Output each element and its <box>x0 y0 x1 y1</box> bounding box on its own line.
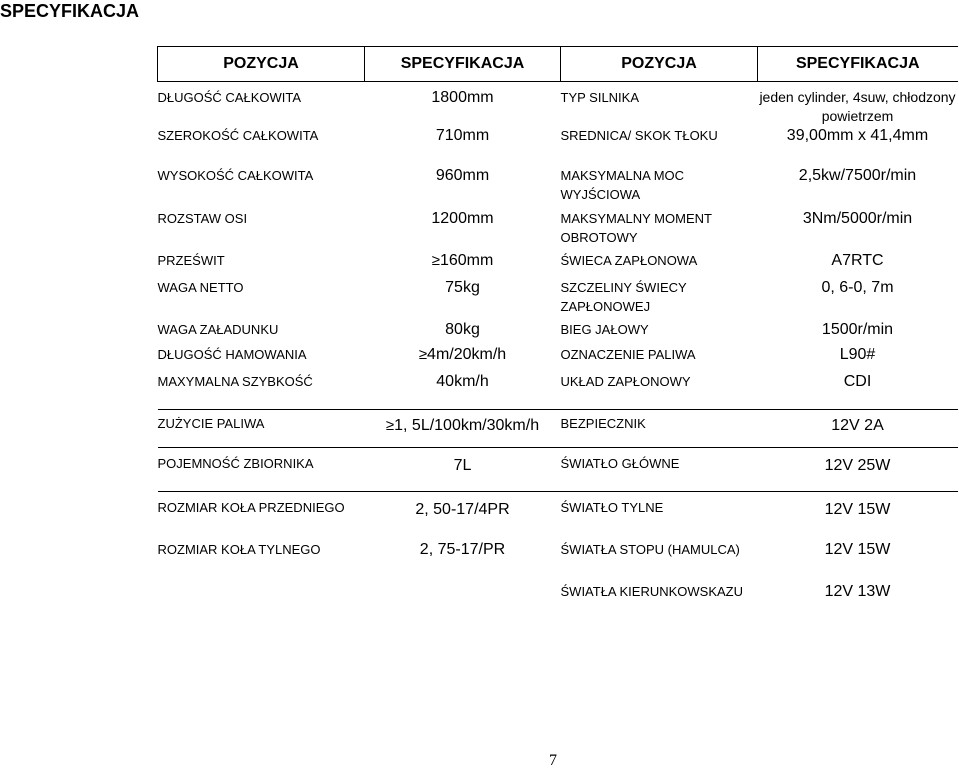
header-row <box>158 47 958 82</box>
row-label: ŚWIATŁA STOPU (HAMULCA) <box>560 542 740 557</box>
table-row <box>158 582 958 626</box>
row-label: BEZPIECZNIK <box>561 409 758 447</box>
row-value: 2, 50-17/4PR <box>365 491 561 540</box>
row-value: 80kg <box>445 321 480 338</box>
row-label: SZCZELINY ŚWIECY ZAPŁONOWEJ <box>560 280 687 314</box>
row-value: ≥1, 5L/100km/30km/h <box>365 409 561 447</box>
row-value: jeden cylinder, 4suw, chłodzony powietrzem <box>759 89 956 124</box>
row-label: SZEROKOŚĆ CAŁKOWITA <box>157 128 319 143</box>
row-value: 3Nm/5000r/min <box>802 210 913 227</box>
row-label: MAKSYMALNY MOMENT OBROTOWY <box>560 211 712 245</box>
table-row <box>158 278 958 320</box>
row-value: 2,5kw/7500r/min <box>798 167 917 184</box>
table-row <box>158 447 958 491</box>
row-label: ŚWIECA ZAPŁONOWA <box>560 253 698 268</box>
header-spec-2: SPECYFIKACJA <box>758 47 958 82</box>
row-label: ROZSTAW OSI <box>157 211 248 226</box>
table-row <box>158 372 958 409</box>
table-row <box>158 126 958 166</box>
row-label: ŚWIATŁO GŁÓWNE <box>561 447 758 491</box>
greater-equal-icon: ≥ <box>431 252 440 269</box>
row-value: 39,00mm x 41,4mm <box>786 127 929 144</box>
row-value: 1200mm <box>431 210 494 227</box>
row-value: 40km/h <box>436 373 489 390</box>
header-position-1: POZYCJA <box>158 47 365 82</box>
row-label: WYSOKOŚĆ CAŁKOWITA <box>157 168 314 183</box>
row-value: 12V 15W <box>758 491 958 540</box>
header-spec-1: SPECYFIKACJA <box>365 47 561 82</box>
specification-table <box>157 46 958 626</box>
row-label: WAGA NETTO <box>157 280 244 295</box>
row-label: BIEG JAŁOWY <box>560 322 649 337</box>
row-label: ROZMIAR KOŁA PRZEDNIEGO <box>158 491 365 540</box>
row-value: 960mm <box>435 167 490 184</box>
row-label: OZNACZENIE PALIWA <box>560 347 696 362</box>
table-row <box>158 320 958 345</box>
row-label <box>158 582 365 626</box>
row-value: 0, 6-0, 7m <box>821 279 894 296</box>
row-label: PRZEŚWIT <box>157 253 225 268</box>
row-value: 12V 15W <box>824 541 891 558</box>
header-position-2: POZYCJA <box>561 47 758 82</box>
row-value: ≥4m/20km/h <box>418 346 507 363</box>
row-value <box>365 582 561 626</box>
row-label: POJEMNOŚĆ ZBIORNIKA <box>158 447 365 491</box>
row-label: DŁUGOŚĆ HAMOWANIA <box>157 347 307 362</box>
greater-equal-icon: ≥ <box>385 416 395 434</box>
table-row <box>158 82 958 127</box>
row-label: TYP SILNIKA <box>560 90 640 105</box>
row-label: ŚWIATŁA KIERUNKOWSKAZU <box>560 584 744 599</box>
row-value: L90# <box>839 346 876 363</box>
row-label: DŁUGOŚĆ CAŁKOWITA <box>157 90 302 105</box>
table-row <box>158 409 958 447</box>
table-row <box>158 491 958 540</box>
row-label: WAGA ZAŁADUNKU <box>157 322 279 337</box>
row-value: 1800mm <box>431 89 494 106</box>
table-row <box>158 540 958 582</box>
table-row <box>158 209 958 251</box>
row-label: UKŁAD ZAPŁONOWY <box>560 374 691 389</box>
page-number: 7 <box>549 752 557 769</box>
row-value: 2, 75-17/PR <box>419 541 506 558</box>
greater-equal-icon: ≥ <box>418 346 428 363</box>
row-label: ŚWIATŁO TYLNE <box>561 491 758 540</box>
row-value: 12V 13W <box>824 583 891 600</box>
row-value: 7L <box>365 447 561 491</box>
row-value: 75kg <box>445 279 480 296</box>
row-value: 710mm <box>435 127 490 144</box>
row-value: 12V 2A <box>758 409 958 447</box>
row-label: MAKSYMALNA MOC WYJŚCIOWA <box>560 168 685 202</box>
row-label: ZUŻYCIE PALIWA <box>158 409 365 447</box>
row-value: 1500r/min <box>821 321 894 338</box>
table-row <box>158 251 958 278</box>
page-title: SPECYFIKACJA <box>0 1 140 21</box>
table-row <box>158 345 958 372</box>
row-value: 12V 25W <box>758 447 958 491</box>
row-label: ROZMIAR KOŁA TYLNEGO <box>157 542 321 557</box>
row-value: CDI <box>843 373 872 390</box>
row-value: ≥160mm <box>431 252 494 269</box>
row-label: SREDNICA/ SKOK TŁOKU <box>560 128 718 143</box>
row-label: MAXYMALNA SZYBKOŚĆ <box>157 374 313 389</box>
row-value: A7RTC <box>831 252 884 269</box>
table-row <box>158 166 958 209</box>
